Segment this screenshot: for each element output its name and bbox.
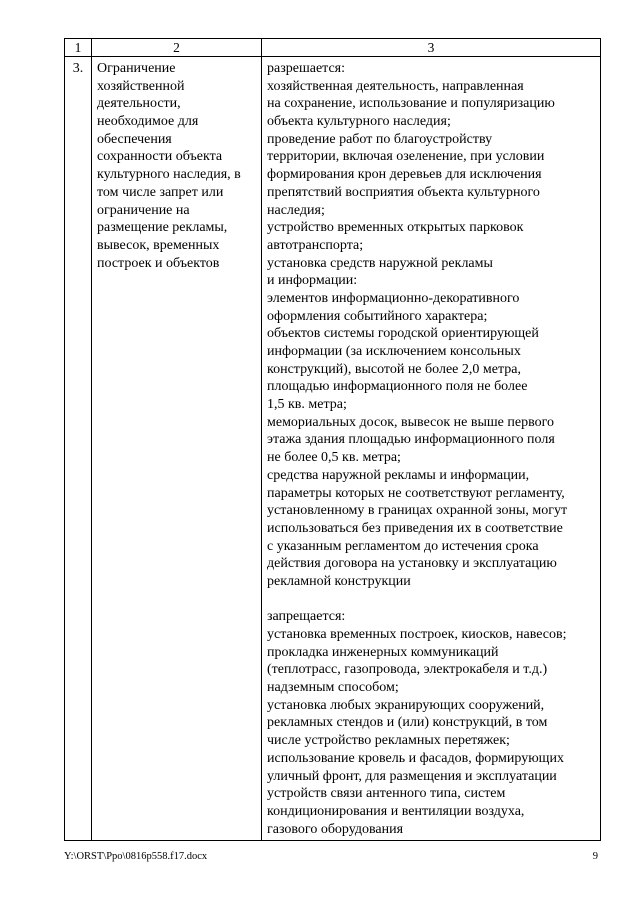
allowed-text-line: разрешается: bbox=[267, 61, 345, 76]
allowed-text-line: устройство временных открытых парковок bbox=[267, 220, 524, 236]
allowed-text-line: установка средств наружной рекламы bbox=[267, 255, 493, 271]
restriction-title-line: сохранности объекта bbox=[97, 149, 223, 165]
forbidden-text-line: установка любых экранирующих сооружений, bbox=[267, 697, 545, 713]
forbidden-text-line: надземным способом; bbox=[267, 680, 399, 696]
allowed-text-line: объекта культурного наследия; bbox=[267, 114, 451, 130]
allowed-text-line: элементов информационно-декоративного bbox=[267, 290, 520, 306]
allowed-text-line: установленному в границах охранной зоны, могут bbox=[267, 503, 568, 519]
allowed-text-line: средства наружной рекламы и информации, bbox=[267, 467, 530, 483]
allowed-text-line: информации (за исключением консольных bbox=[267, 344, 521, 359]
header-cell-2: 2 bbox=[92, 39, 262, 57]
restriction-title-line: культурного наследия, в bbox=[97, 167, 241, 183]
forbidden-text-line: использование кровель и фасадов, формирующих bbox=[267, 750, 564, 766]
restriction-title-line: вывесок, временных bbox=[97, 237, 220, 253]
forbidden-text-line: (теплотрасс, газопровода, электрокабеля и т.д.) bbox=[267, 662, 548, 678]
row-number: 3. bbox=[65, 57, 92, 841]
footer-page-number: 9 bbox=[592, 851, 598, 862]
forbidden-text-line: кондиционирования и вентиляции воздуха, bbox=[267, 803, 525, 819]
allowed-text-line: параметры которых не соответствуют регламенту, bbox=[267, 485, 565, 501]
regulation-table bbox=[64, 38, 601, 841]
allowed-text-line: конструкций), высотой не более 2,0 метра, bbox=[267, 361, 521, 377]
restriction-title-line: деятельности, bbox=[97, 96, 181, 112]
allowed-text-line: площадью информационного поля не более bbox=[267, 379, 528, 395]
restriction-title-line: необходимое для bbox=[97, 114, 199, 130]
allowed-text-line: 1,5 кв. метра; bbox=[267, 397, 347, 413]
allowed-text-line: этажа здания площадью информационного поля bbox=[267, 432, 555, 448]
allowed-text-line: действия договора на установку и эксплуатацию bbox=[267, 556, 557, 572]
allowed-text-line: проведение работ по благоустройству bbox=[267, 131, 493, 147]
allowed-text-line: оформления событийного характера; bbox=[267, 308, 488, 324]
restriction-title-cell bbox=[92, 57, 262, 841]
header-cell-1: 1 bbox=[65, 39, 92, 57]
section-spacer bbox=[267, 591, 597, 609]
allowed-text-line: хозяйственная деятельность, направленная bbox=[267, 78, 524, 94]
forbidden-text-line: газового оборудования bbox=[267, 821, 404, 837]
forbidden-section bbox=[267, 608, 597, 838]
allowed-section bbox=[267, 60, 597, 591]
table-header-row bbox=[65, 39, 601, 57]
allowed-text-line: и информации: bbox=[267, 273, 358, 289]
allowed-text-line: с указанным регламентом до истечения срока bbox=[267, 538, 539, 554]
restriction-title-line: Ограничение bbox=[97, 61, 176, 76]
restriction-title-line: построек и объектов bbox=[97, 255, 220, 271]
allowed-text-line: мемориальных досок, вывесок не выше первого bbox=[267, 414, 554, 430]
restriction-details-cell bbox=[262, 57, 601, 841]
allowed-text-line: территории, включая озеленение, при условии bbox=[267, 149, 545, 165]
allowed-text-line: объектов системы городской ориентирующей bbox=[267, 326, 539, 342]
forbidden-text-line: прокладка инженерных коммуникаций bbox=[267, 644, 499, 660]
header-cell-3: 3 bbox=[262, 39, 601, 57]
allowed-text-line: наследия; bbox=[267, 202, 325, 218]
table-row bbox=[65, 57, 601, 841]
forbidden-text-line: уличный фронт, для размещения и эксплуатации bbox=[267, 768, 557, 784]
restriction-title-line: обеспечения bbox=[97, 131, 172, 147]
forbidden-text-line: рекламных стендов и (или) конструкций, в том bbox=[267, 715, 548, 731]
restriction-title-line: том числе запрет или bbox=[97, 184, 224, 200]
restriction-title-line: хозяйственной bbox=[97, 78, 185, 94]
allowed-text-line: препятствий восприятия объекта культурного bbox=[267, 184, 540, 200]
forbidden-text-line: запрещается: bbox=[267, 609, 346, 625]
allowed-text-line: не более 0,5 кв. метра; bbox=[267, 450, 401, 466]
forbidden-text-line: числе устройство рекламных перетяжек; bbox=[267, 733, 510, 749]
allowed-text-line: автотранспорта; bbox=[267, 237, 364, 253]
allowed-text-line: формирования крон деревьев для исключения bbox=[267, 167, 542, 183]
restriction-title-line: ограничение на bbox=[97, 202, 190, 218]
forbidden-text-line: устройств связи антенного типа, систем bbox=[267, 786, 506, 802]
allowed-text-line: на сохранение, использование и популяризацию bbox=[267, 96, 555, 112]
footer-file-path: Y:\ORST\Ppo\0816p558.f17.docx bbox=[64, 851, 208, 862]
restriction-title bbox=[97, 60, 257, 272]
forbidden-text-line: установка временных построек, киосков, навесов; bbox=[267, 627, 567, 642]
restriction-title-line: размещение рекламы, bbox=[97, 220, 228, 236]
allowed-text-line: использоваться без приведения их в соответствие bbox=[267, 520, 563, 536]
allowed-text-line: рекламной конструкции bbox=[267, 573, 411, 589]
